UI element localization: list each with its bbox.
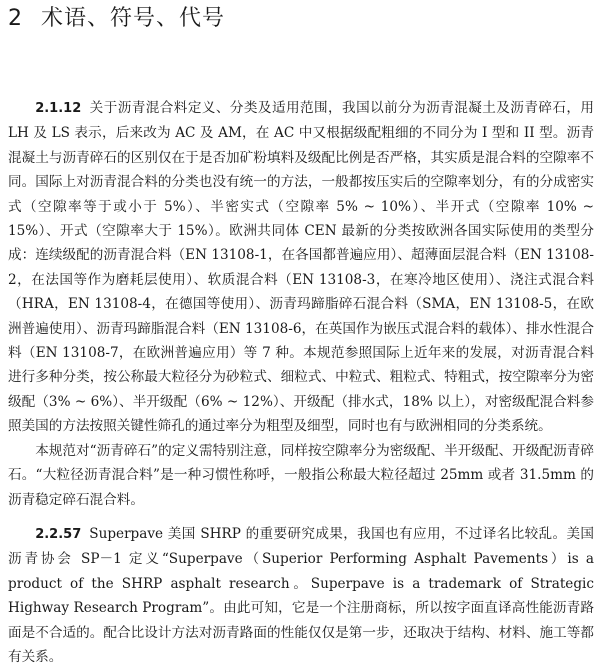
section-2-1-12 bbox=[8, 96, 594, 512]
clause-number: 2.2.57 bbox=[35, 527, 82, 542]
chapter-title: 术语、符号、代号 bbox=[41, 6, 226, 31]
chapter-heading bbox=[8, 4, 225, 34]
clause-number: 2.1.12 bbox=[35, 101, 82, 116]
paragraph bbox=[8, 522, 594, 669]
paragraph-text: Superpave 美国 SHRP 的重要研究成果，我国也有应用，不过译名比较乱。美国沥青协会 SP－1 定义“Superpave（Superior Performing Asphalt Pavements）is a product of the SHRP asphalt research。Superpave is a trademark of Strategic Highway Research Program”。由此可知，它是一个注册商标，所以按字面直译高性能沥青路面是不合适的。配合比设计方法对沥青路面的性能仅仅是第一步，还取决于结构、材料、施工等都有关系。 bbox=[8, 526, 594, 666]
paragraph: 本规范对“沥青碎石”的定义需特别注意，同样按空隙率分为密级配、半开级配、开级配沥青碎石。“大粒径沥青混合料”是一种习惯性称呼，一般指公称最大粒径超过 25mm 或者 31.5mm 的沥青稳定碎石混合料。 bbox=[8, 442, 594, 508]
paragraph-text: 关于沥青混合料定义、分类及适用范围，我国以前分为沥青混凝土及沥青碎石，用 LH 及 LS 表示，后来改为 AC 及 AM，在 AC 中又根据级配粗细的不同分为 I 型和 II 型。沥青混凝土与沥青碎石的区别仅在于是否加矿粉填料及级配比例是否严格，其实质是混合料的空隙率不同。国际上对沥青混合料的分类也没有统一的方法，一般都按压实后的空隙率划分，有的分成密实式（空隙率等于或小于 5%）、半密实式（空隙率 5% ~ 10%）、半开式（空隙率 10% ~ 15%）、开式（空隙率大于 15%）。欧洲共同体 CEN 最新的分类按欧洲各国实际使用的类型分成：连续级配的沥青混合料（EN 13108-1，在各国都普遍应用）、超薄面层混合料（EN 13108-2，在法国等作为磨耗层使用）、软质混合料（EN 13108-3，在寒冷地区使用）、浇注式混合料（HRA，EN 13108-4，在德国等使用）、沥青玛蹄脂碎石混合料（SMA，EN 13108-5，在欧洲普遍使用）、沥青玛蹄脂混合料（EN 13108-6，在英国作为嵌压式混合料的载体）、排水性混合料（EN 13108-7，在欧洲普遍应用）等 7 种。本规范参照国际上近年来的发展，对沥青混合料进行多种分类，按公称最大粒径分为砂粒式、细粒式、中粒式、粗粒式、特粗式，按空隙率分为密级配（3% ~ 6%）、半开级配（6% ~ 12%）、开级配（排水式，18% 以上），对密级配混合料参照美国的方法按照关键性筛孔的通过率分为粗型及细型，同时也有与欧洲相同的分类系统。 bbox=[8, 100, 594, 435]
section-2-2-57 bbox=[8, 522, 594, 669]
paragraph bbox=[8, 96, 594, 439]
chapter-number: 2 bbox=[8, 6, 23, 31]
